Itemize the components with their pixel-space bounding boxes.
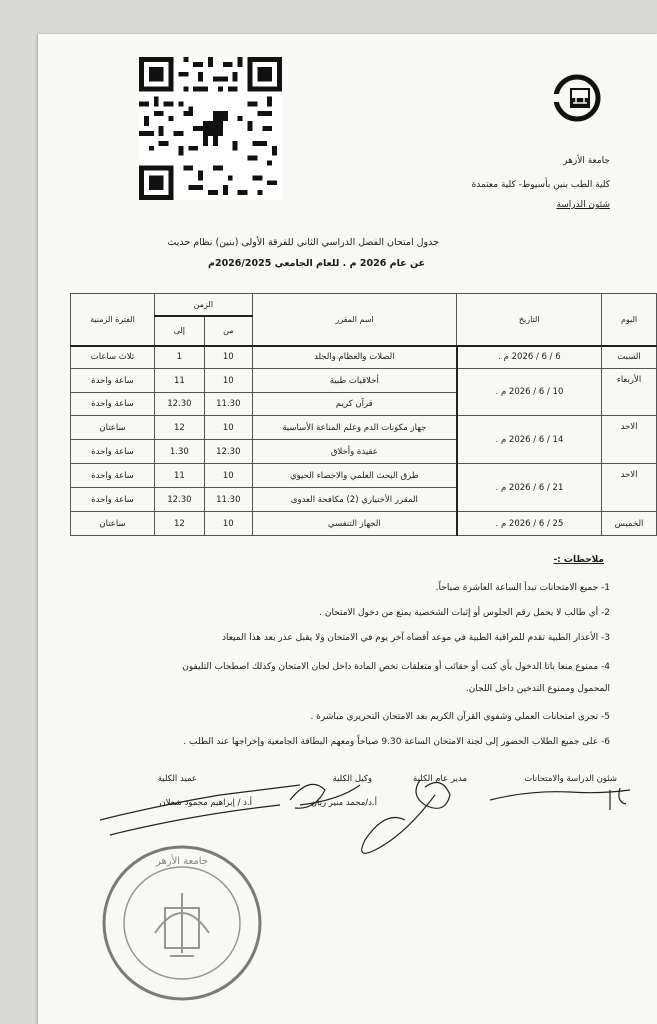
signature-manager-label: مدير عام الكلية	[413, 774, 467, 784]
cell-duration: ساعة واحدة	[71, 488, 155, 512]
header-time: الزمن	[154, 294, 252, 316]
cell-to: 11	[154, 369, 204, 393]
note-item: 1- جميع الامتحانات تبدأ الساعة العاشرة صباحاً.	[435, 583, 610, 593]
header-date: التاريخ	[457, 294, 602, 346]
cell-duration: ساعتان	[71, 416, 155, 440]
cell-from: 10	[204, 369, 252, 393]
note-item: 6- على جميع الطلاب الحضور إلى لجنة الامتحان الساعة 9.30 صباحاً ومعهم البطاقة الجامعية وإخراجها عند الطلب .	[183, 737, 610, 747]
cell-from: 11.30	[204, 393, 252, 416]
note-item: 4- ممنوع منعا باتا الدخول بأي كتب أو حقائب أو متعلقات تخص المادة داخل لجان الامتحان وكذلك اصطحاب التليفون	[182, 662, 610, 672]
cell-to: 12	[154, 512, 204, 536]
signature-dean-name: أ.د / إبراهيم محمود شعلان	[159, 798, 252, 808]
cell-to: 12	[154, 416, 204, 440]
cell-to: 1.30	[154, 440, 204, 464]
cell-from: 10	[204, 464, 252, 488]
note-item: 3- الأعذار الطبية تقدم للمراقبة الطبية في موعد أقصاه آخر يوم في الامتحان ولا يقبل عذر بعد هذا الميعاد	[221, 633, 610, 643]
faculty-name: كلية الطب بنين بأسيوط- كلية معتمدة	[471, 180, 610, 190]
cell-to: 1	[154, 346, 204, 369]
exam-schedule-table	[70, 293, 657, 536]
cell-duration: ساعة واحدة	[71, 464, 155, 488]
cell-day: الأربعاء	[602, 369, 657, 416]
cell-from: 10	[204, 416, 252, 440]
header-from: من	[204, 316, 252, 346]
cell-from: 10	[204, 512, 252, 536]
table-row	[71, 416, 657, 440]
note-item: 2- أي طالب لا يحمل رقم الجلوس أو إثبات الشخصية يمنع من دخول الامتحان .	[319, 608, 610, 618]
cell-course: الصلات والعظام والجلد	[252, 346, 457, 369]
cell-duration: ثلاث ساعات	[71, 346, 155, 369]
stamp-text: جامعة الأزهر	[155, 856, 209, 867]
cell-to: 12.30	[154, 488, 204, 512]
cell-date: 14 / 6 / 2026 م .	[457, 416, 602, 464]
cell-duration: ساعة واحدة	[71, 369, 155, 393]
cell-from: 11.30	[204, 488, 252, 512]
table-row	[71, 369, 657, 393]
signature-affairs-label: شئون الدراسة والامتحانات	[524, 774, 617, 784]
header-day: اليوم	[602, 294, 657, 346]
university-logo	[546, 73, 608, 123]
official-stamp	[95, 838, 270, 1008]
cell-to: 12.30	[154, 393, 204, 416]
schedule-title: جدول امتحان الفصل الدراسي الثاني للفرقة الأولى (بنين) نظام حديث	[167, 237, 439, 248]
cell-to: 11	[154, 464, 204, 488]
cell-date: 21 / 6 / 2026 م .	[457, 464, 602, 512]
signature-vicedean-label: وكيل الكلية	[332, 774, 372, 784]
cell-course: أخلاقيات طبية	[252, 369, 457, 393]
cell-course: عقيدة وأخلاق	[252, 440, 457, 464]
note-item: 5- تجرى امتحانات العملي وشفوي القرآن الكريم بعد الامتحان التحريري مباشرة .	[310, 712, 610, 722]
qr-code	[139, 57, 282, 200]
table-row	[71, 346, 657, 369]
signature-dean-label: عميد الكلية	[157, 774, 197, 784]
header-course: اسم المقرر	[252, 294, 457, 346]
university-name: جامعة الأزهر	[563, 156, 610, 166]
header-to: إلى	[154, 316, 204, 346]
cell-course: الجهاز التنفسي	[252, 512, 457, 536]
cell-duration: ساعة واحدة	[71, 393, 155, 416]
department-name: شئون الدراسة	[556, 200, 610, 210]
cell-course: قرآن كريم	[252, 393, 457, 416]
note-item: المحمول وممنوع التدخين داخل اللجان.	[465, 684, 610, 694]
schedule-subtitle: عن عام 2026 م . للعام الجامعي 2026/2025م	[207, 258, 425, 269]
notes-title: ملاحظات :-	[553, 555, 604, 565]
signature-vicedean-name: أ.د/محمد منير ريان	[310, 798, 377, 808]
cell-day: السبت	[602, 346, 657, 369]
cell-duration: ساعة واحدة	[71, 440, 155, 464]
cell-course: المقرر الأختياري (2) مكافحة العدوى	[252, 488, 457, 512]
cell-from: 10	[204, 346, 252, 369]
table-row	[71, 464, 657, 488]
cell-date: 25 / 6 / 2026 م .	[457, 512, 602, 536]
cell-date: 10 / 6 / 2026 م .	[457, 369, 602, 416]
cell-day: الاحد	[602, 464, 657, 512]
cell-duration: ساعتان	[71, 512, 155, 536]
header-duration: الفترة الزمنية	[71, 294, 155, 346]
cell-from: 12.30	[204, 440, 252, 464]
cell-course: طرق البحث العلمي والاحصاء الحيوي	[252, 464, 457, 488]
cell-day: الخميس	[602, 512, 657, 536]
table-row	[71, 512, 657, 536]
cell-day: الاحد	[602, 416, 657, 464]
cell-date: 6 / 6 / 2026 م .	[457, 346, 602, 369]
cell-course: جهاز مكونات الدم وعلم المناعة الأساسية	[252, 416, 457, 440]
